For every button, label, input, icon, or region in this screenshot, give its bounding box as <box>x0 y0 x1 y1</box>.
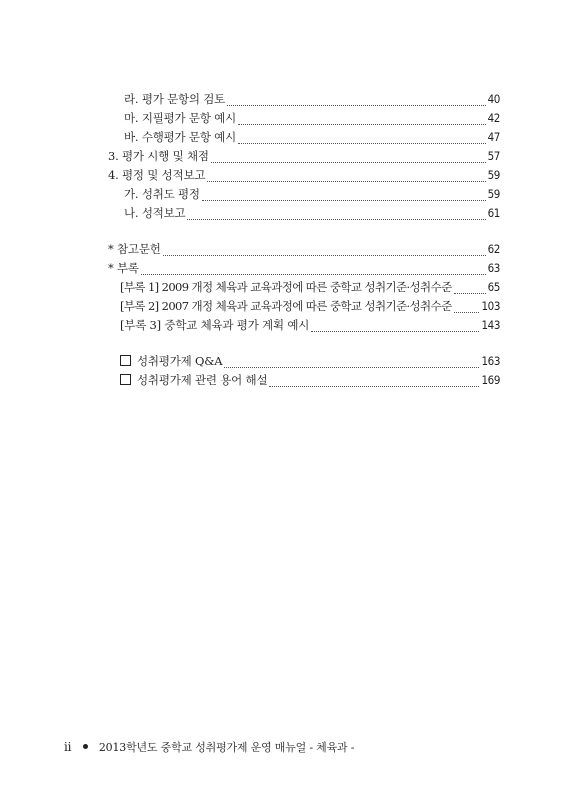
toc-entry[interactable] <box>120 316 500 334</box>
dot-leader <box>211 154 486 163</box>
toc-entry-page: 163 <box>481 354 500 368</box>
toc-entry-label: 성취평가제 Q&A <box>137 354 223 368</box>
dot-leader <box>311 323 479 332</box>
footer-title: 2013학년도 중학교 성취평가제 운영 매뉴얼 - 체육과 - <box>98 741 355 754</box>
toc-entry[interactable] <box>124 109 500 127</box>
footer-page-number: ii <box>64 740 72 754</box>
toc-entry-page: 47 <box>487 130 500 144</box>
toc-entry[interactable] <box>108 147 500 165</box>
toc-entry[interactable] <box>120 297 500 315</box>
dot-leader <box>202 192 486 201</box>
bullet-icon <box>83 744 88 749</box>
toc-entry-page: 143 <box>481 318 500 332</box>
toc-entry-label: 마. 지필평가 문항 예시 <box>124 111 237 125</box>
dot-leader <box>238 116 486 125</box>
toc-entry[interactable] <box>108 259 500 277</box>
toc-entry-page: 59 <box>487 168 500 182</box>
dot-leader <box>163 247 486 256</box>
toc-entry-page: 61 <box>487 206 500 220</box>
toc-entry[interactable] <box>124 185 500 203</box>
dot-leader <box>227 97 486 106</box>
toc-entry-page: 40 <box>487 92 500 106</box>
dot-leader <box>224 359 479 368</box>
toc-entry[interactable] <box>120 371 500 389</box>
checkbox-icon <box>120 355 131 366</box>
toc-entry-page: 103 <box>481 299 500 313</box>
toc-entry[interactable] <box>120 278 500 296</box>
dot-leader <box>141 266 486 275</box>
toc-entry-label: 성취평가제 관련 용어 해설 <box>137 373 268 387</box>
dot-leader <box>269 378 479 387</box>
toc-entry-label: [부록 3] 중학교 체육과 평가 계획 예시 <box>120 318 310 332</box>
toc-entry-label: 라. 평가 문항의 검토 <box>124 92 226 106</box>
toc-entry[interactable] <box>108 240 500 258</box>
checkbox-icon <box>120 374 131 385</box>
toc-entry-page: 59 <box>487 187 500 201</box>
dot-leader <box>454 304 480 313</box>
toc-entry[interactable] <box>124 204 500 222</box>
toc-entry-label: 나. 성적보고 <box>124 206 186 220</box>
toc-entry-page: 63 <box>487 261 500 275</box>
toc-entry-label: * 참고문헌 <box>108 242 161 256</box>
toc-entry[interactable] <box>108 166 500 184</box>
toc-entry[interactable] <box>124 128 500 146</box>
toc-entry[interactable] <box>120 352 500 370</box>
toc-entry-label: 바. 수행평가 문항 예시 <box>124 130 237 144</box>
toc-entry[interactable] <box>124 90 500 108</box>
toc-entry-label: [부록 2] 2007 개정 체육과 교육과정에 따른 중학교 성취기준·성취수준 <box>120 299 452 313</box>
dot-leader <box>187 211 485 220</box>
toc-entry-label: 3. 평가 시행 및 채점 <box>108 149 209 163</box>
dot-leader <box>207 173 485 182</box>
toc-entry-page: 169 <box>481 373 500 387</box>
dot-leader <box>454 285 486 294</box>
toc-entry-label: 가. 성취도 평정 <box>124 187 200 201</box>
toc-entry-page: 57 <box>487 149 500 163</box>
toc-entry-page: 42 <box>487 111 500 125</box>
toc-entry-label: 4. 평정 및 성적보고 <box>108 168 206 182</box>
toc-entry-page: 62 <box>487 242 500 256</box>
toc-entry-label: [부록 1] 2009 개정 체육과 교육과정에 따른 중학교 성취기준·성취수준 <box>120 280 452 294</box>
page-footer <box>64 740 354 755</box>
toc-entry-page: 65 <box>487 280 500 294</box>
toc-entry-label: * 부록 <box>108 261 139 275</box>
dot-leader <box>238 135 486 144</box>
